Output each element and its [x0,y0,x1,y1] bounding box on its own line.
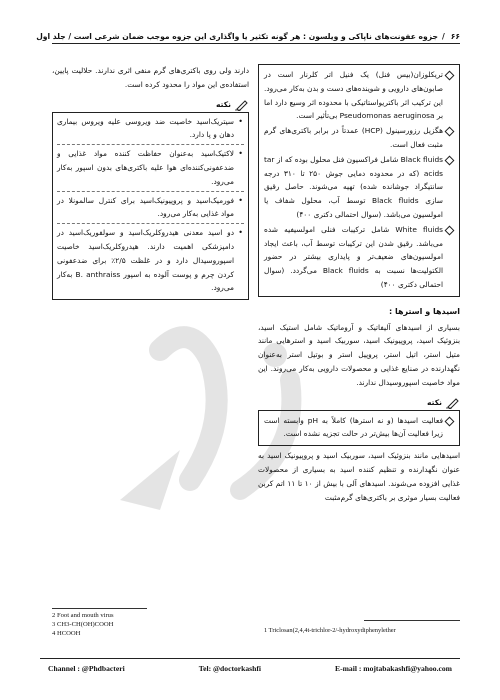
box-paragraph-triclosan: تریکلوزان(بیس فنل) یک فنیل اتر کلرنار است در صابون‌های دارویی و شوینده‌های دست و بدن به‌کار می‌رود. این ترکیب اثر باکتریواستاتیکی با محدوده اثر وسیع دارد اما بر Pseudomonas aeruginosa بی‌تأثیر است. [264,68,454,123]
left-column [52,64,249,300]
footer-email: E-mail : mojtabakashfi@yahoo.com [335,664,452,673]
footnote: 2 Foot and mouth virus [52,612,114,619]
box-paragraph-hexylresorcinol: هگزیل رزورسینول (HCP) عمدتاً در برابر باکتری‌های گرم مثبت فعال است. [264,124,454,152]
box-paragraph-black-fluids: Black fluids شامل فراکسیون فنل محلول بوده که از tar acids (که در محدوده دمایی جوش ۲۵۰ تا ۳۱۰ درجه سانتیگراد جوشانده شده) تهیه می‌شوند. حاصل رقیق سازی Black fluids توسط آب، محلول شفاف یا امولسیون می‌باشد. (سوال احتمالی دکتری ۴۰۰) [264,153,454,222]
box-paragraph-white-fluids: White fluids شامل ترکیبات فنلی امولسیفیه شده می‌باشد. رقیق شدن این ترکیبات توسط آب، باعث ایجاد امولسیون‌های ضعیف‌تر و پایداری بیشتر در حضور الکتولیت‌ها نسبت به Black fluids می‌گردد. (سوال احتمالی دکتری ۴۰۰) [264,223,454,292]
note-item: • فورمیک‌اسید و پروپیونیک‌اسید برای کنترل سالمونلا در مواد غذایی به‌کار می‌رود. [57,194,244,225]
footnotes-left [52,611,242,638]
footnote-divider-right [364,620,460,621]
pen-icon [446,397,460,409]
header-separator: / [441,32,445,41]
note-heading-left [52,98,249,112]
note-box-left [52,112,249,301]
note-label-left: نکته [216,99,231,109]
page-number: ۶۶ [450,32,460,41]
left-intro-paragraph: دارند ولی روی باکتری‌های گرم منفی اثری ندارند. حلالیت پایین، استفاده‌ی این مواد را محدود کرده است. [52,66,249,89]
pen-icon [235,99,249,111]
note-item: • لاکتیک‌اسید به‌عنوان حفاظت کننده مواد غذایی و ضدعفونی‌کننده‌ای هوا علیه باکتری‌های بدون اسپور به‌کار می‌رود. [57,147,244,191]
note-heading-right [258,396,460,410]
footnote: 4 HCOOH [52,630,81,637]
footnote: 3 CH3-CH(OH)COOH [52,621,114,628]
note-label-right: نکته [427,397,442,407]
footer-channel: Channel : @Phdbacteri [48,664,125,673]
footnote-divider-left [52,608,147,609]
note-item: • سیتریک‌اسید خاصیت ضد ویروسی علیه ویروس بیماری دهان و پا دارد. [57,115,244,146]
section-body-acids: بسیاری از اسیدهای آلیفاتیک و آروماتیک شامل استیک اسید، بنزوئیک اسید، پروپیونیک اسید، سوربیک اسید و استرهایی مانند متیل استر، اتیل استر، پروپیل استر و بوتیل استر به‌عنوان نگهدارنده در صنایع غذایی و محصولات دارویی به‌کار می‌روند. این مواد خاصیت اسپوروسیدال ندارند. [258,322,460,387]
header-title: جزوه عفونت‌های ناپاکی و ویلسون : هر گونه تکثیر یا واگذاری این جزوه موجب ضمان شرعی است / جلد اول [36,32,438,41]
note-box-right [258,410,460,447]
footer-tel: Tel: @doctorkashfi [198,664,261,673]
highlight-box [258,64,460,297]
page-footer [40,658,460,678]
after-note-paragraph: اسیدهایی مانند بنزوئیک اسید، سوربیک اسید و پروپیونیک اسید به عنوان نگهدارنده و تنظیم کننده اسید به بسیاری از محصولات غذایی افزوده می‌شوند. اسیدهای آلی با بیش از ۱۰ تا ۱۱ اتم کربن فعالیت بسیار موثری بر باکتری‌های گرم‌مثبت [258,451,461,502]
section-title-acids: اسیدها و استرها : [389,306,460,316]
right-column [258,64,460,504]
note-item: • دو اسید معدنی هیدروکلریک‌اسید و سولفوریک‌اسید در دامپزشکی اهمیت دارند. هیدروکلریک‌اسید خاصیت اسپوروسیدال دارد و در غلظت ۲/۵٪ برای ضدعفونی کردن چرم و پوست آلوده به اسپور B. anthraiss به‌کار می‌رود. [57,226,244,297]
note-box-text: فعالیت اسیدها (و نه استرها) کاملاً به pH وابسته است زیرا فعالیت آن‌ها بیش‌تر در حالت تجزیه نشده است. [264,414,454,442]
page-header [36,28,460,44]
footnote-right: 1 Triclosan(2,4,4t-trichlor-2/-hydroxydiphenylether [264,627,396,634]
